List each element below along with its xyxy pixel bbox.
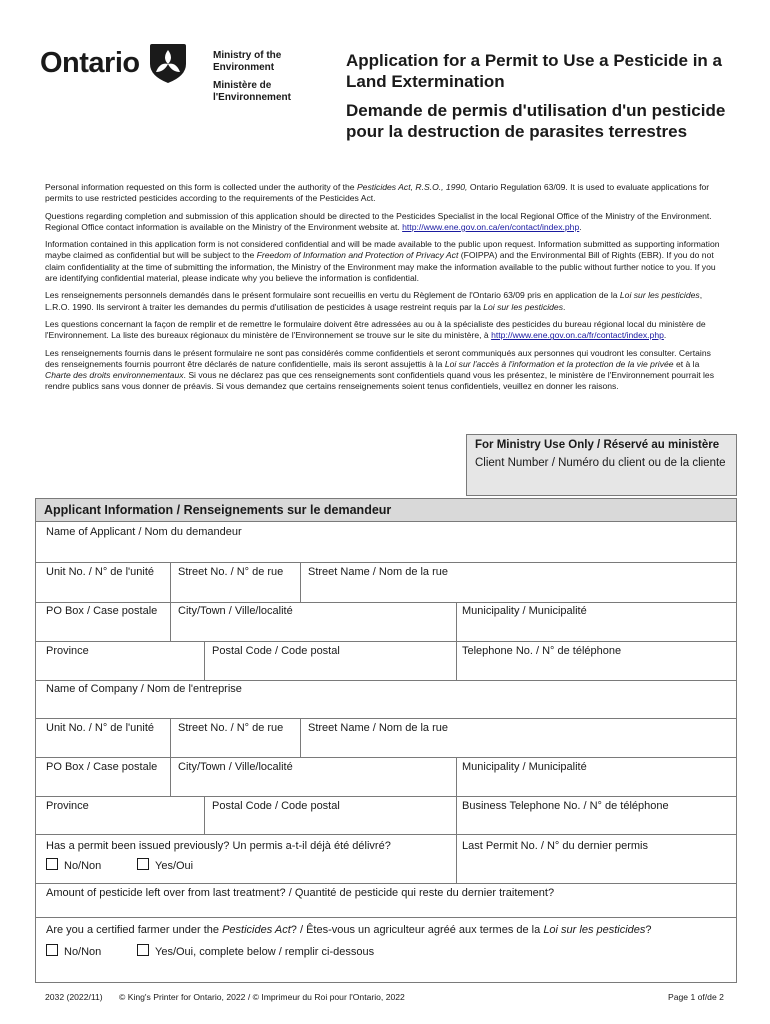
certified-farmer-question: Are you a certified farmer under the Pesticides Act? / Êtes-vous un agriculteur agréé aux termes de la Loi sur les pesticides? [46, 924, 652, 936]
company-unit-no-field[interactable]: Unit No. / N° de l'unité [46, 722, 154, 734]
city-field[interactable]: City/Town / Ville/localité [178, 605, 293, 617]
ministry-name-fr: Ministère de l'Environnement [213, 80, 291, 103]
checkbox-icon [137, 944, 149, 956]
trillium-icon [148, 42, 188, 84]
ministry-name-en: Ministry of the Environment [213, 50, 282, 73]
notice-paragraph-3: Information contained in this application form is not considered confidential and will be made available to the public upon request. Information submitted as supporting information maybe claimed as confidential but will be subject to the Freedom of Information and Protection of Privacy Act (FOIPPA) and the Environmental Bill of Rights (EBR). If you do not claim confidentiality at the time of submitting the information, the Ministry of the Environment may make the information available to the public without further notice to you. If you are identifying confidential material, please indicate why you believe the information is confidential. [45, 239, 720, 284]
checkbox-icon [46, 858, 58, 870]
notice-paragraph-2: Questions regarding completion and submission of this application should be directed to the Pesticides Specialist in the local Regional Office of the Ministry of the Environment. Regional Office contact information is available on the Ministry of the Environment website at. http://www.ene.gov.on.ca/en/contact/index.php. [45, 210, 712, 232]
company-province-field[interactable]: Province [46, 800, 89, 812]
street-name-field[interactable]: Street Name / Nom de la rue [308, 566, 449, 578]
regional-office-link-en[interactable]: http://www.ene.gov.on.ca/en/contact/index.php [402, 221, 580, 232]
client-number-field[interactable]: Client Number / Numéro du client ou de la cliente [475, 457, 726, 469]
company-postal-code-field[interactable]: Postal Code / Code postal [212, 800, 340, 812]
notice-paragraph-1: Personal information requested on this form is collected under the authority of the Pesticides Act, R.S.O., 1990, Ontario Regulation 63/09. It is used to evaluate applications for permits to use restricted pesticides according to the requirements of the Pesticides Act. [45, 182, 710, 204]
company-city-field[interactable]: City/Town / Ville/localité [178, 761, 293, 773]
form-title [346, 50, 736, 142]
regional-office-link-fr[interactable]: http://www.ene.gov.on.ca/fr/contact/index.php [491, 330, 664, 341]
business-telephone-field[interactable]: Business Telephone No. / N° de téléphone [462, 800, 669, 812]
logo-wordmark: Ontario [40, 46, 140, 79]
province-field[interactable]: Province [46, 645, 89, 657]
telephone-field[interactable]: Telephone No. / N° de téléphone [462, 645, 622, 657]
ministry-use-heading: For Ministry Use Only / Réservé au ministère [475, 439, 720, 451]
notice-paragraph-6: Les renseignements fournis dans le présent formulaire ne sont pas considérés comme confidentiels et seront communiqués aux personnes qui voudront les consulter. Certains des renseignements fournis pourront être déclarés de nature confidentielle, mais ils seront assujettis à la Loi sur l'accès à l'information et la protection de la vie privée et à la Charte des droits environnementaux. Si vous ne déclarez pas que ces renseignements sont confidentiels quand vous les présentez, le ministère de l'Environnement pourrait les rendre publics sans vous donner de préavis. Si vous demandez que certains renseignements soient tenus confidentiels, veuillez en donner les raisons. [45, 347, 715, 392]
permit-issued-question: Has a permit been issued previously? Un permis a-t-il déjà été délivré? [46, 840, 391, 852]
ministry-name [213, 50, 323, 110]
permit-no-checkbox[interactable]: No/Non [46, 858, 101, 872]
applicant-section-header: Applicant Information / Renseignements sur le demandeur [36, 499, 736, 522]
copyright: © King's Printer for Ontario, 2022 / © Imprimeur du Roi pour l'Ontario, 2022 [119, 992, 405, 1002]
page-number: Page 1 of/de 2 [668, 992, 724, 1002]
form-title-fr: Demande de permis d'utilisation d'un pesticide pour la destruction de parasites terrestres [346, 101, 726, 141]
company-street-name-field[interactable]: Street Name / Nom de la rue [308, 722, 449, 734]
company-municipality-field[interactable]: Municipality / Municipalité [462, 761, 587, 773]
checkbox-icon [137, 858, 149, 870]
farmer-yes-checkbox[interactable]: Yes/Oui, complete below / remplir ci-dessous [137, 944, 374, 958]
form-number: 2032 (2022/11) [45, 992, 103, 1002]
permit-yes-checkbox[interactable]: Yes/Oui [137, 858, 193, 872]
company-street-no-field[interactable]: Street No. / N° de rue [178, 722, 284, 734]
privacy-notice [45, 182, 725, 399]
unit-no-field[interactable]: Unit No. / N° de l'unité [46, 566, 154, 578]
farmer-no-checkbox[interactable]: No/Non [46, 944, 101, 958]
ontario-logo [40, 42, 188, 84]
notice-paragraph-4: Les renseignements personnels demandés dans le présent formulaire sont recueillis en vertu du Règlement de l'Ontario 63/09 pris en application de la Loi sur les pesticides, L.R.O. 1990. Ils serviront à traiter les demandes du permis d'utilisation de pesticides à usage restreint requis par la Loi sur les pesticides. [45, 290, 703, 312]
municipality-field[interactable]: Municipality / Municipalité [462, 605, 587, 617]
checkbox-icon [46, 944, 58, 956]
ministry-use-box [466, 434, 737, 496]
applicant-form [35, 498, 737, 983]
company-po-box-field[interactable]: PO Box / Case postale [46, 761, 158, 773]
po-box-field[interactable]: PO Box / Case postale [46, 605, 158, 617]
last-permit-field[interactable]: Last Permit No. / N° du dernier permis [462, 840, 648, 852]
form-title-en: Application for a Permit to Use a Pesticide in a Land Extermination [346, 51, 722, 91]
street-no-field[interactable]: Street No. / N° de rue [178, 566, 284, 578]
notice-paragraph-5: Les questions concernant la façon de remplir et de remettre le formulaire doivent être adressées au ou à la spécialiste des pesticides du bureau régional local du ministère de l'Environnement. La liste des bureaux régionaux du ministère de l'Environnement se trouve sur le site du ministère, à http://www.ene.gov.on.ca/fr/contact/index.php. [45, 318, 706, 341]
postal-code-field[interactable]: Postal Code / Code postal [212, 645, 340, 657]
leftover-pesticide-field[interactable]: Amount of pesticide left over from last treatment? / Quantité de pesticide qui reste du dernier traitement? [46, 887, 555, 899]
applicant-name-field[interactable]: Name of Applicant / Nom du demandeur [46, 526, 242, 538]
company-name-field[interactable]: Name of Company / Nom de l'entreprise [46, 683, 242, 695]
